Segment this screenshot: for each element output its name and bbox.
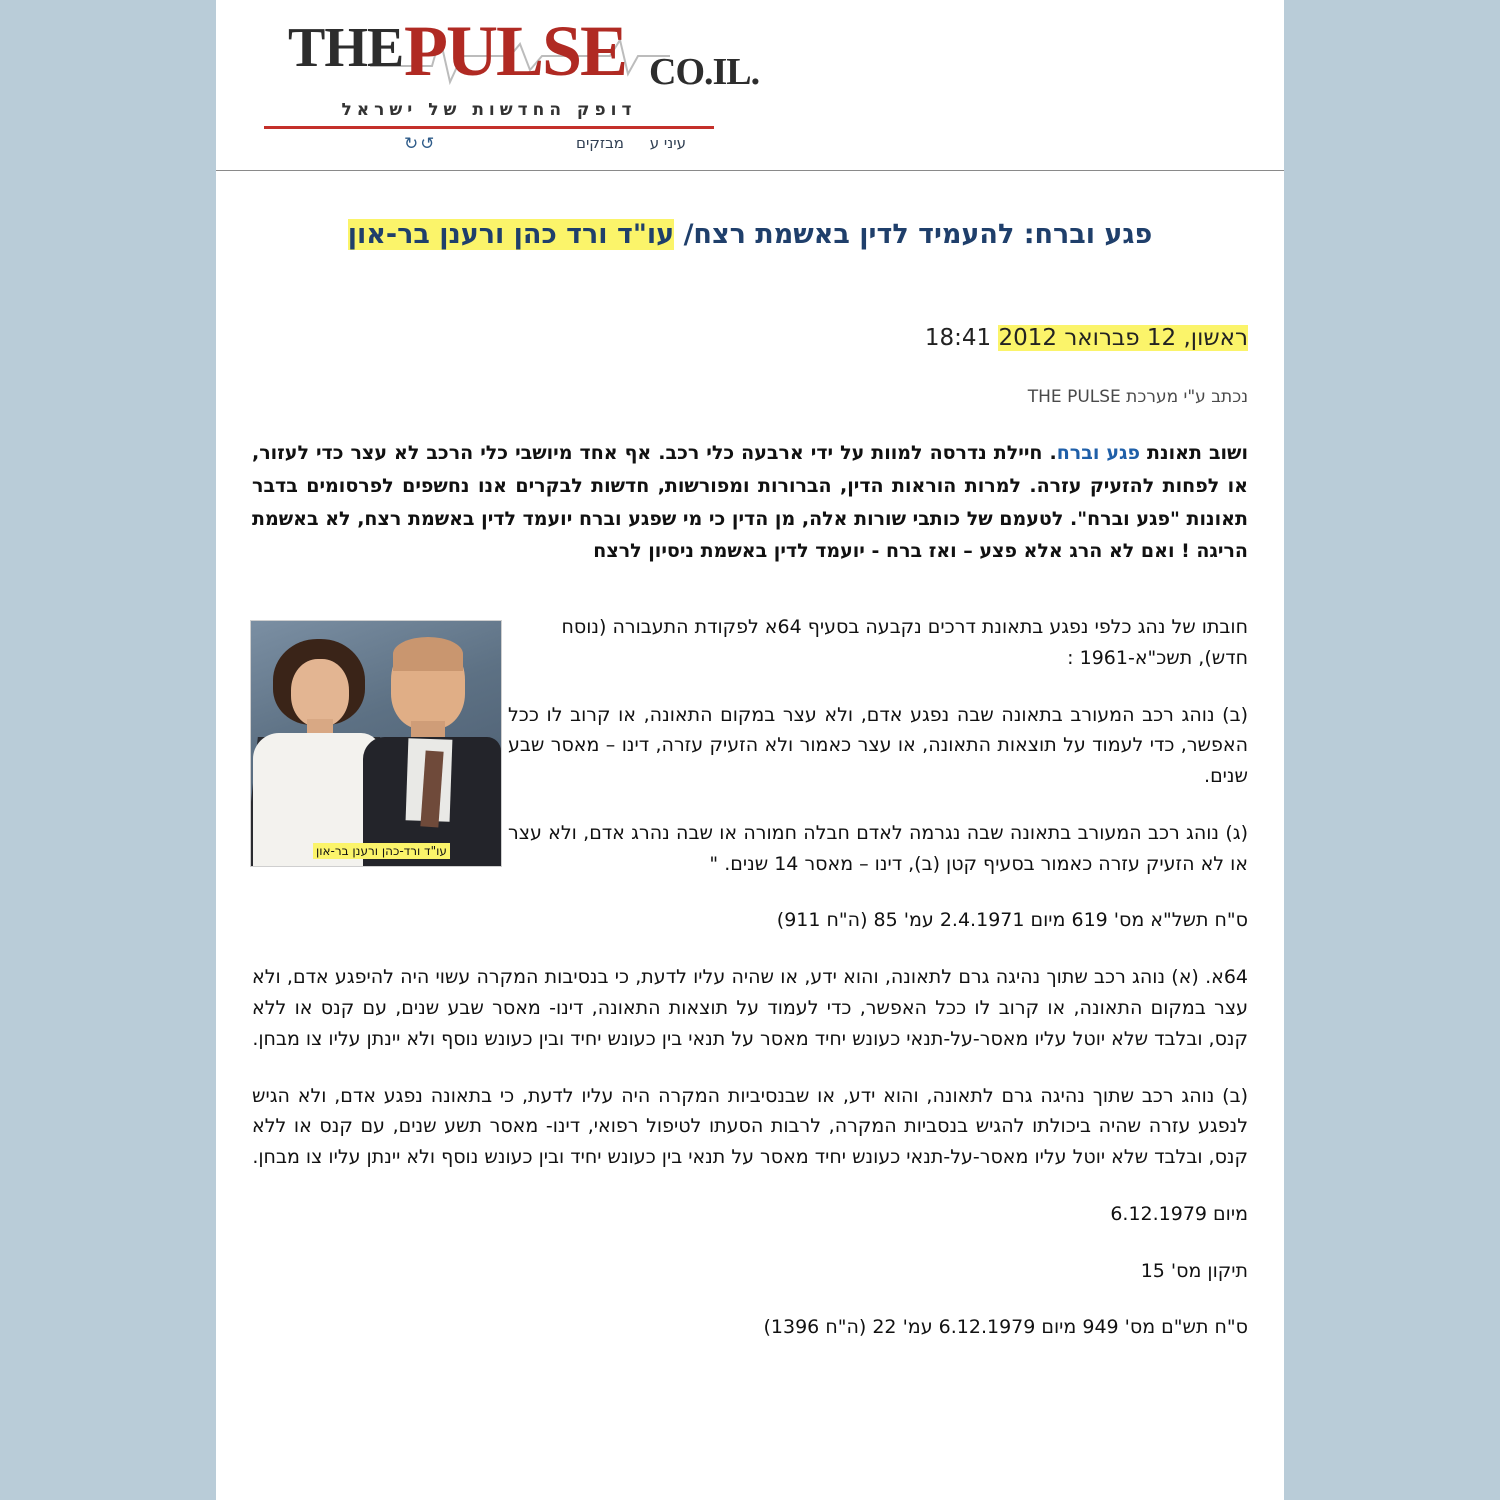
logo-the-text: THE — [288, 17, 404, 79]
nav-item-einay[interactable]: עיני ע — [649, 134, 686, 152]
paragraph: 64א. (א) נוהג רכב שתוך נהיגה גרם לתאונה, והוא ידע, או שהיה עליו לדעת, כי בנסיבות המקרה עשוי היה להיפגע אדם, ולא עצר במקום התאונה, או קרוב לו ככל האפשר, כדי לעמוד על תוצאות התאונה, דינו- מאסר שבע שנים, עם קנס או ללא קנס, ובלבד שלא יוטל עליו מאסר-על-תנאי כעונש יחיד מאסר על תנאי בין כעונש יחיד ובין כעונש נוסף ולא יינתן עליו צו מבחן. — [252, 966, 1248, 1050]
lede-accent: פגע וברח — [1056, 442, 1140, 465]
top-nav — [216, 130, 686, 160]
article-byline: נכתב ע"י מערכת THE PULSE — [1027, 387, 1248, 408]
page-title — [252, 217, 1248, 253]
refresh-arrows-icon[interactable]: ↺↻ — [404, 134, 437, 154]
paragraph: תיקון מס' 15 — [1140, 1259, 1248, 1282]
photo-of-lawyers — [250, 620, 502, 867]
lede-rest: . חיילת נדרסה למוות על ידי ארבעה כלי רכב. אף אחד מיושבי כלי הרכב לא עצר כדי לעזור, או לפחות להזעיק עזרה. למרות הוראות הדין, הברורות ומפורשות, חדשות לבקרים אנו נחשפים לפרסומים בדבר תאונות "פגע וברח". לטעמם של כותבי שורות אלה, מן הדין כי מי שפגע וברח יועמד לדין באשמת רצח, לא באשמת הריגה ! ואם לא הרג אלא פצע – ואז ברח - יועמד לדין באשמת ניסיון לרצח — [252, 442, 1248, 563]
headline-plain: פגע וברח: להעמיד לדין באשמת רצח/ — [674, 219, 1153, 250]
article-page — [216, 0, 1284, 1500]
site-logo[interactable] — [254, 8, 760, 128]
article-photo — [252, 620, 502, 867]
paragraph: חובתו של נהג כלפי נפגע בתאונת דרכים נקבעה בסעיף 64א לפקודת התעבורה (נוסח חדש), תשכ"א-1961 : — [561, 616, 1248, 669]
logo-domain-text: .CO.IL — [649, 51, 760, 93]
photo-shape — [393, 637, 463, 671]
headline-highlight: עו"ד ורד כהן ורענן בר-און — [347, 219, 675, 250]
paragraph: (ב) נוהג רכב שתוך נהיגה גרם לתאונה, והוא ידע, או שבנסיביות המקרה היה עליו לדעת, כי בתאונה נפגע אדם, ולא הגיש לנפגע עזרה שהיה ביכולתו להגיש בנסביות המקרה, לרבות הסעתו לטיפול רפואי, דינו- מאסר תשע שנים, עם קנס או ללא קנס, ובלבד שלא יוטל עליו מאסר-על-תנאי כעונש יחיד מאסר על תנאי בין כעונש יחיד ובין כעונש נוסף ולא יינתן עליו צו מבחן. — [252, 1084, 1248, 1169]
article-content — [252, 612, 1248, 1343]
article-lede — [252, 437, 1248, 568]
nav-item-mivzakim[interactable]: מבזקים — [575, 134, 624, 152]
dateline-time: 18:41 — [924, 325, 999, 352]
paragraph: (ג) נוהג רכב המעורב בתאונה שבה נגרמה לאדם חבלה חמורה או שבה נהרג אדם, ולא עצר או לא הזעיק עזרה כאמור בסעיף קטן (ב), דינו – מאסר 14 שנים. " — [508, 821, 1248, 875]
logo-divider — [264, 126, 714, 129]
photo-caption: עו"ד ורד-כהן ורענן בר-און — [313, 843, 450, 859]
photo-shape — [291, 659, 349, 727]
logo-tagline: דופק החדשות של ישראל — [341, 100, 637, 120]
dateline-date: ראשון, 12 פברואר 2012 — [998, 325, 1248, 352]
logo-pulse-text: PULSE — [404, 11, 627, 91]
article-body — [216, 171, 1284, 1343]
site-masthead — [216, 0, 1284, 171]
paragraph: ס"ח תש"ם מס' 949 מיום 6.12.1979 עמ' 22 (ה"ח 1396) — [763, 1316, 1248, 1339]
paragraph: מיום 6.12.1979 — [1110, 1202, 1248, 1225]
paragraph: ס"ח תשל"א מס' 619 מיום 2.4.1971 עמ' 85 (ה"ח 911) — [776, 909, 1248, 932]
article-dateline — [252, 325, 1248, 351]
lede-prefix: ושוב תאונת — [1140, 442, 1248, 465]
paragraph: (ב) נוהג רכב המעורב בתאונה שבה נפגע אדם, ולא עצר במקום התאונה, או קרוב לו ככל האפשר, כדי לעמוד על תוצאות התאונה, או עצר כאמור ולא הזעיק עזרה, דינו – מאסר שבע שנים. — [508, 703, 1248, 788]
